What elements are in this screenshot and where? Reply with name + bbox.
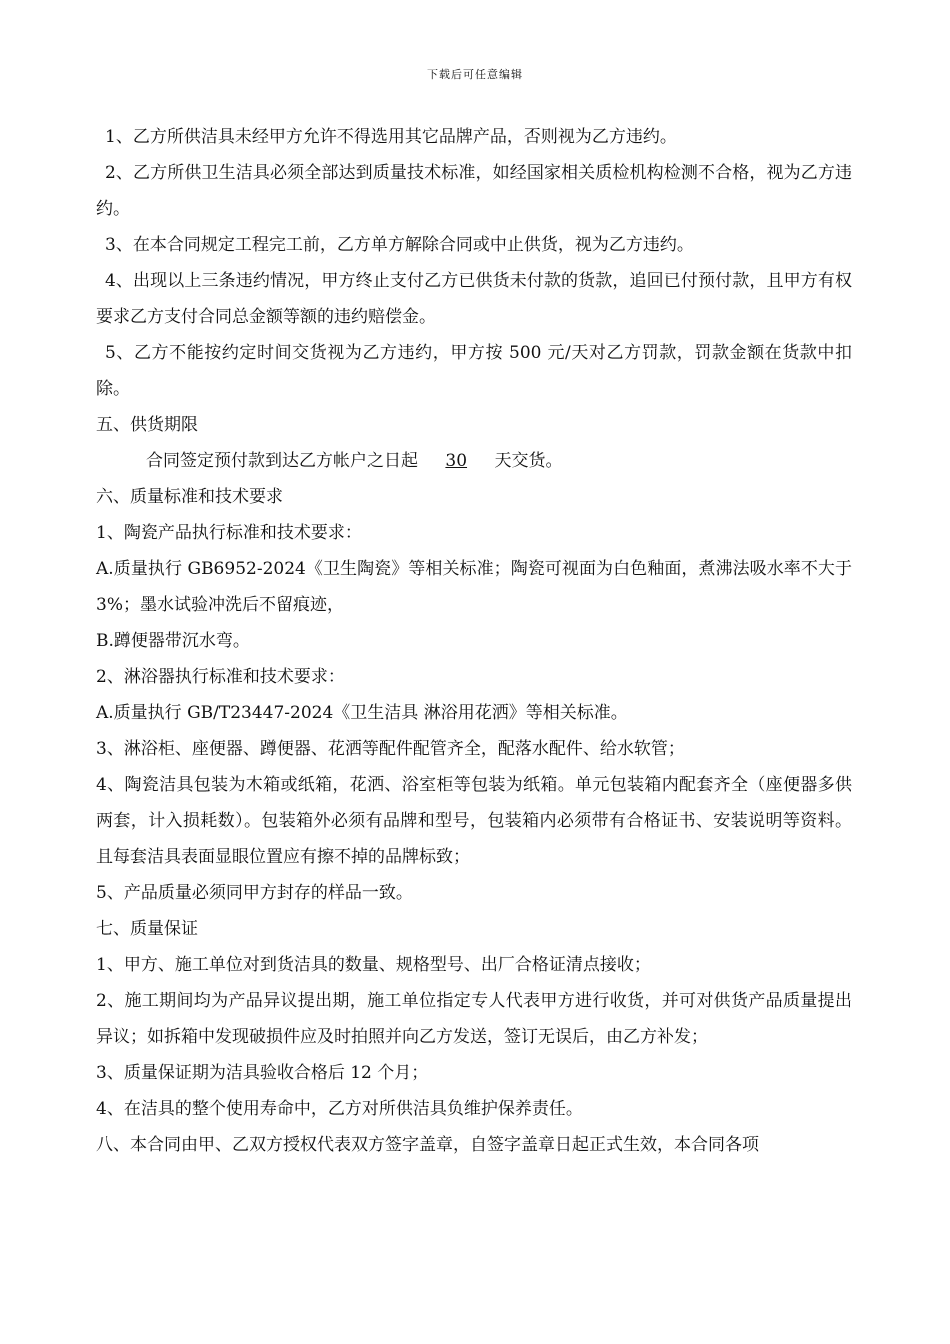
warranty-3: 3、质量保证期为洁具验收合格后 12 个月； bbox=[96, 1063, 429, 1083]
warranty-4: 4、在洁具的整个使用寿命中，乙方对所供洁具负维护保养责任。 bbox=[96, 1099, 583, 1119]
fittings-requirement: 3、淋浴柜、座便器、蹲便器、花洒等配件配管齐全，配落水配件、给水软管； bbox=[96, 739, 685, 759]
clause-3: 3、在本合同规定工程完工前，乙方单方解除合同或中止供货，视为乙方违约。 bbox=[105, 235, 694, 255]
warranty-1: 1、甲方、施工单位对到货洁具的数量、规格型号、出厂合格证清点接收； bbox=[96, 955, 651, 975]
sample-requirement: 5、产品质量必须同甲方封存的样品一致。 bbox=[96, 883, 413, 903]
ceramic-standard-b: B.蹲便器带沉水弯。 bbox=[96, 631, 250, 651]
clause-1: 1、乙方所供洁具未经甲方允许不得选用其它品牌产品，否则视为乙方违约。 bbox=[105, 127, 677, 147]
clause-4: 4、出现以上三条违约情况，甲方终止支付乙方已供货未付款的货款，追回已付预付款，且甲方有权要求乙方支付合同总金额等额的违约赔偿金。 bbox=[96, 271, 852, 327]
shower-standard-title: 2、淋浴器执行标准和技术要求： bbox=[96, 667, 345, 687]
section-6-heading: 六、质量标准和技术要求 bbox=[96, 487, 283, 507]
shower-standard-a: A.质量执行 GB/T23447-2024《卫生洁具 淋浴用花洒》等相关标准。 bbox=[96, 703, 628, 723]
section-8-heading: 八、本合同由甲、乙双方授权代表双方签字盖章，自签字盖章日起正式生效，本合同各项 bbox=[96, 1135, 759, 1155]
packaging-requirement: 4、陶瓷洁具包装为木箱或纸箱，花洒、浴室柜等包装为纸箱。单元包装箱内配套齐全（座便器多供两套，计入损耗数）。包装箱外必须有品牌和型号，包装箱内必须带有合格证书、安装说明等资料。且每套洁具表面显眼位置应有擦不掉的品牌标致； bbox=[96, 775, 852, 867]
warranty-2: 2、施工期间均为产品异议提出期，施工单位指定专人代表甲方进行收货，并可对供货产品质量提出异议；如拆箱中发现破损件应及时拍照并向乙方发送，签订无误后，由乙方补发； bbox=[96, 991, 852, 1047]
clause-5: 5、乙方不能按约定时间交货视为乙方违约，甲方按 500 元/天对乙方罚款，罚款金额在货款中扣除。 bbox=[96, 343, 852, 399]
supply-prefix: 合同签定预付款到达乙方帐户之日起 bbox=[146, 451, 418, 471]
supply-period bbox=[96, 443, 852, 479]
document-body bbox=[96, 119, 852, 1163]
section-5-heading: 五、供货期限 bbox=[96, 415, 198, 435]
supply-days: 30 bbox=[445, 451, 468, 471]
page-header: 下载后可任意编辑 bbox=[427, 68, 523, 81]
ceramic-standard-title: 1、陶瓷产品执行标准和技术要求： bbox=[96, 523, 362, 543]
clause-2: 2、乙方所供卫生洁具必须全部达到质量技术标准，如经国家相关质检机构检测不合格，视为乙方违约。 bbox=[96, 163, 852, 219]
section-7-heading: 七、质量保证 bbox=[96, 919, 198, 939]
ceramic-standard-a: A.质量执行 GB6952-2024《卫生陶瓷》等相关标准；陶瓷可视面为白色釉面，煮沸法吸水率不大于 3%；墨水试验冲洗后不留痕迹， bbox=[96, 559, 852, 615]
supply-suffix: 天交货。 bbox=[494, 451, 563, 471]
